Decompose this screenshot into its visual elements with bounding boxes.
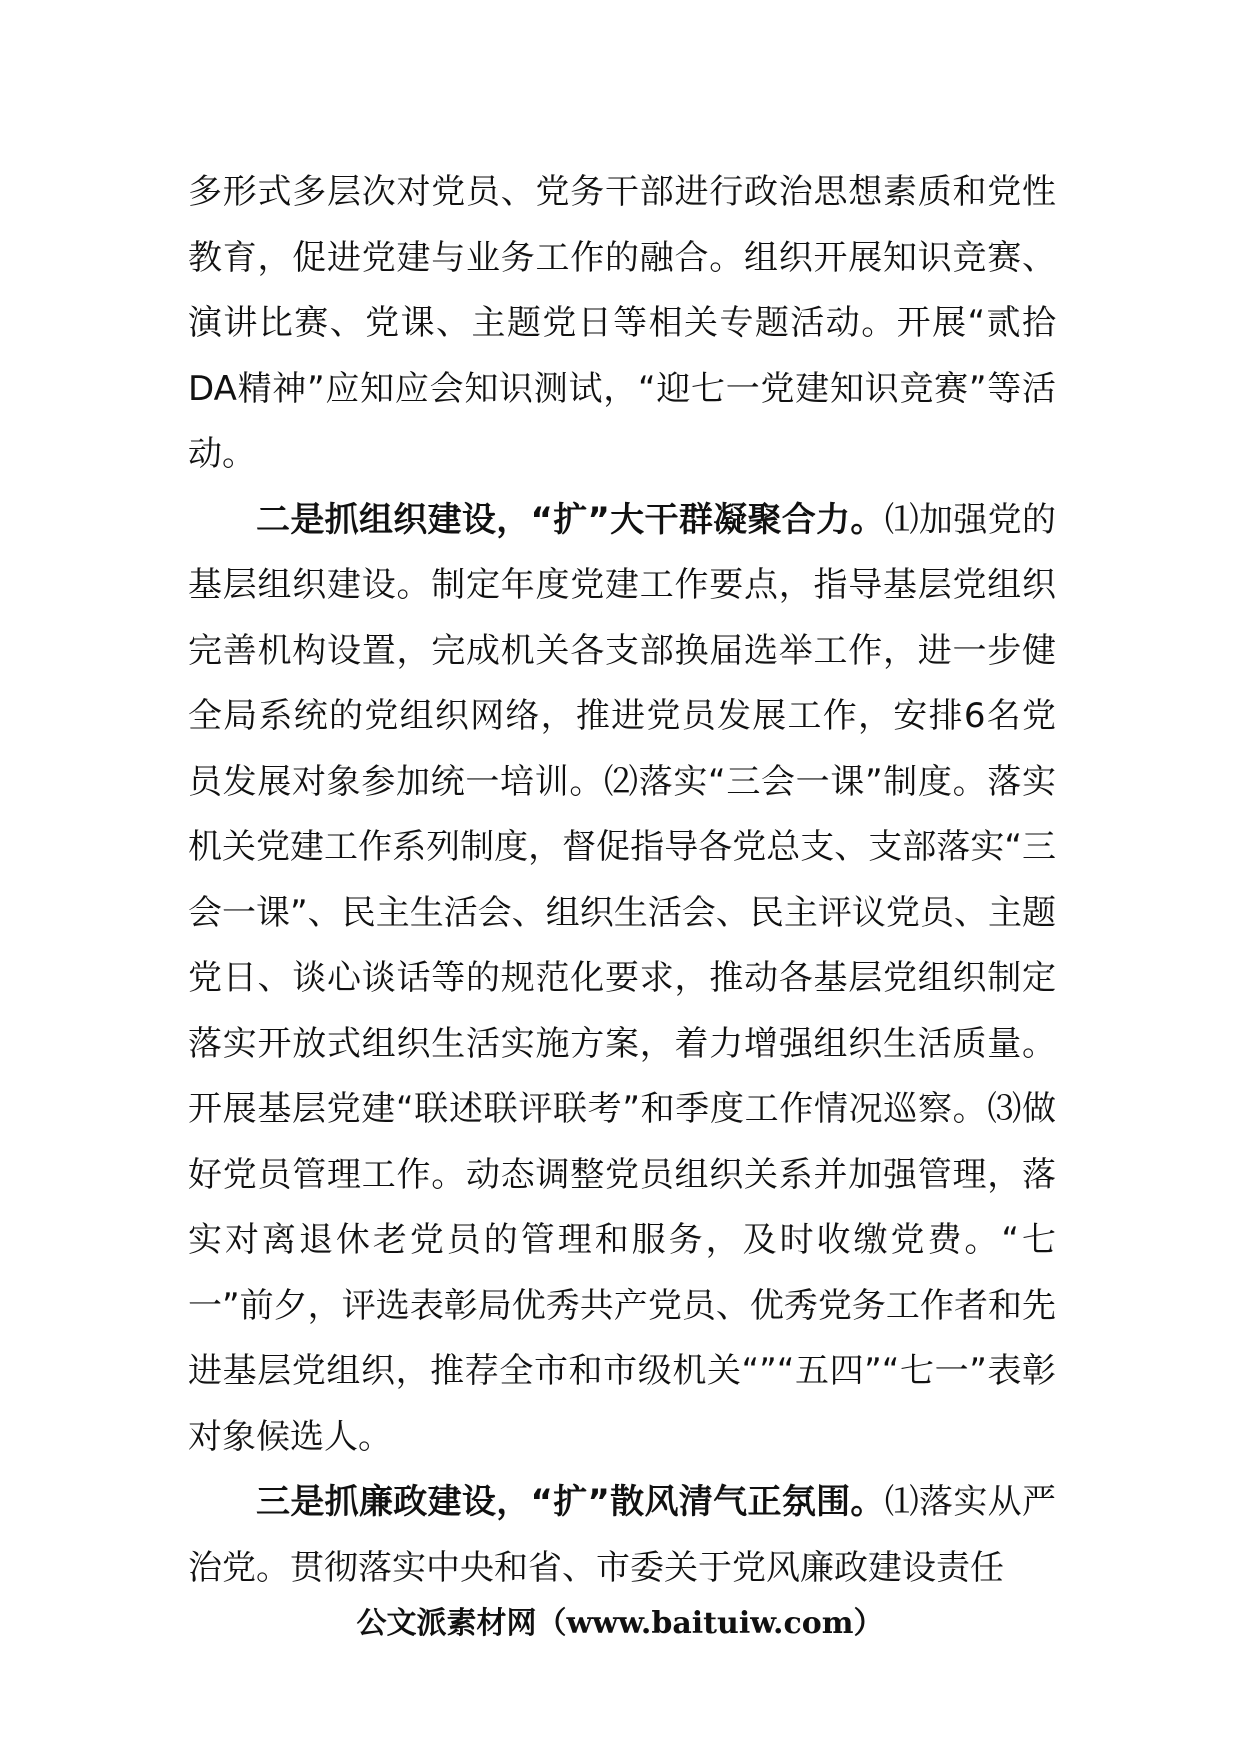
- paragraph-3: [188, 1470, 1056, 1601]
- paragraph-2-heading: 二是抓组织建设，“扩”大干群凝聚合力。: [256, 499, 885, 540]
- paragraph-1-text: 多形式多层次对党员、党务干部进行政治思想素质和党性教育，促进党建与业务工作的融合。组织开展知识竞赛、演讲比赛、党课、主题党日等相关专题活动。开展“贰拾DA精神”应知应会知识测试，“迎七一党建知识竞赛”等活动。: [188, 172, 1056, 474]
- document-body: [188, 160, 1056, 1601]
- paragraph-3-text: ⑴落实从严治党。贯彻落实中央和省、市委关于党风廉政建设责任: [188, 1482, 1056, 1588]
- paragraph-2: [188, 488, 1056, 1471]
- paragraph-2-text: ⑴加强党的基层组织建设。制定年度党建工作要点，指导基层党组织完善机构设置，完成机关各支部换届选举工作，进一步健全局系统的党组织网络，推进党员发展工作，安排6名党员发展对象参加统一培训。⑵落实“三会一课”制度。落实机关党建工作系列制度，督促指导各党总支、支部落实“三会一课”、民主生活会、组织生活会、民主评议党员、主题党日、谈心谈话等的规范化要求，推动各基层党组织制定落实开放式组织生活实施方案，着力增强组织生活质量。开展基层党建“联述联评联考”和季度工作情况巡察。⑶做好党员管理工作。动态调整党员组织关系并加强管理，落实对离退休老党员的管理和服务，及时收缴党费。“七一”前夕，评选表彰局优秀共产党员、优秀党务工作者和先进基层党组织，推荐全市和市级机关“”“五四”“七一”表彰对象候选人。: [188, 499, 1056, 1457]
- paragraph-1: [188, 160, 1056, 488]
- footer-watermark: 公文派素材网（www.baituiw.com）: [356, 1606, 884, 1641]
- paragraph-3-heading: 三是抓廉政建设，“扩”散风清气正氛围。: [256, 1482, 885, 1522]
